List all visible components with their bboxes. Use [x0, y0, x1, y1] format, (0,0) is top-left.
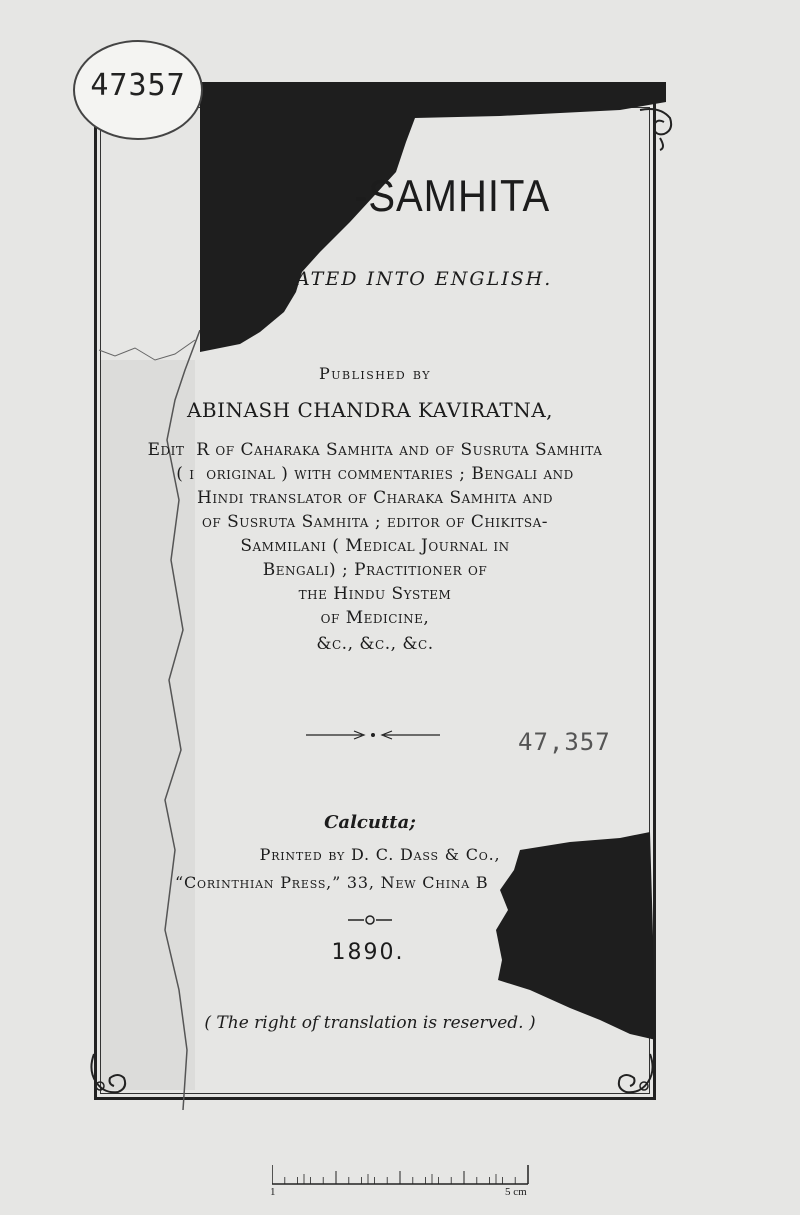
author-bio-line: &c., &c., &c. [316, 634, 434, 654]
author-bio-line: of Susruta Samhita ; editor of Chikitsa- [202, 512, 548, 532]
author-bio-line: Hindi translator of Charaka Samhita and [197, 488, 553, 508]
small-ornament [348, 913, 392, 927]
rights-notice: ( The right of translation is reserved. ) [204, 1013, 536, 1033]
scale-left-label: 1 [270, 1186, 276, 1198]
author-bio-line: Sammilani ( Medical Journal in [240, 536, 510, 556]
stamp-number: 47357 [90, 68, 186, 103]
scale-right-label: 5 cm [505, 1186, 527, 1198]
author-bio-line: ( i original ) with commentaries ; Bengali and [176, 464, 574, 484]
author-bio-line: Bengali) ; Practitioner of [262, 560, 488, 580]
printer-line: Printed by D. C. Dass & Co., [259, 845, 501, 864]
corner-ornament-bottom-right [610, 1050, 658, 1098]
author-bio-line: the Hindu System [298, 584, 452, 604]
corner-ornament-top-right [630, 104, 678, 152]
author-bio-line: of Medicine, [320, 608, 430, 628]
author-bio-line: Edit R of Caharaka Samhita and of Susruta Samhita [147, 440, 603, 460]
catalog-number: 47,357 [518, 728, 611, 756]
author-name: ABINASH CHANDRA KAVIRATNA, [186, 398, 554, 422]
published-by-label: Published by [319, 364, 431, 383]
ornamental-rule [306, 728, 440, 742]
scale-bar [272, 1165, 530, 1185]
printer-address: “Corinthian Press,” 33, New China B [175, 873, 489, 892]
imprint-city: Calcutta; [324, 812, 416, 833]
library-stamp [73, 40, 203, 140]
book-subtitle: ATED INTO ENGLISH. [296, 268, 553, 290]
book-title: -SAMHITA [354, 172, 551, 222]
corner-ornament-bottom-left [86, 1050, 134, 1098]
publication-year: 1890. [331, 940, 405, 965]
